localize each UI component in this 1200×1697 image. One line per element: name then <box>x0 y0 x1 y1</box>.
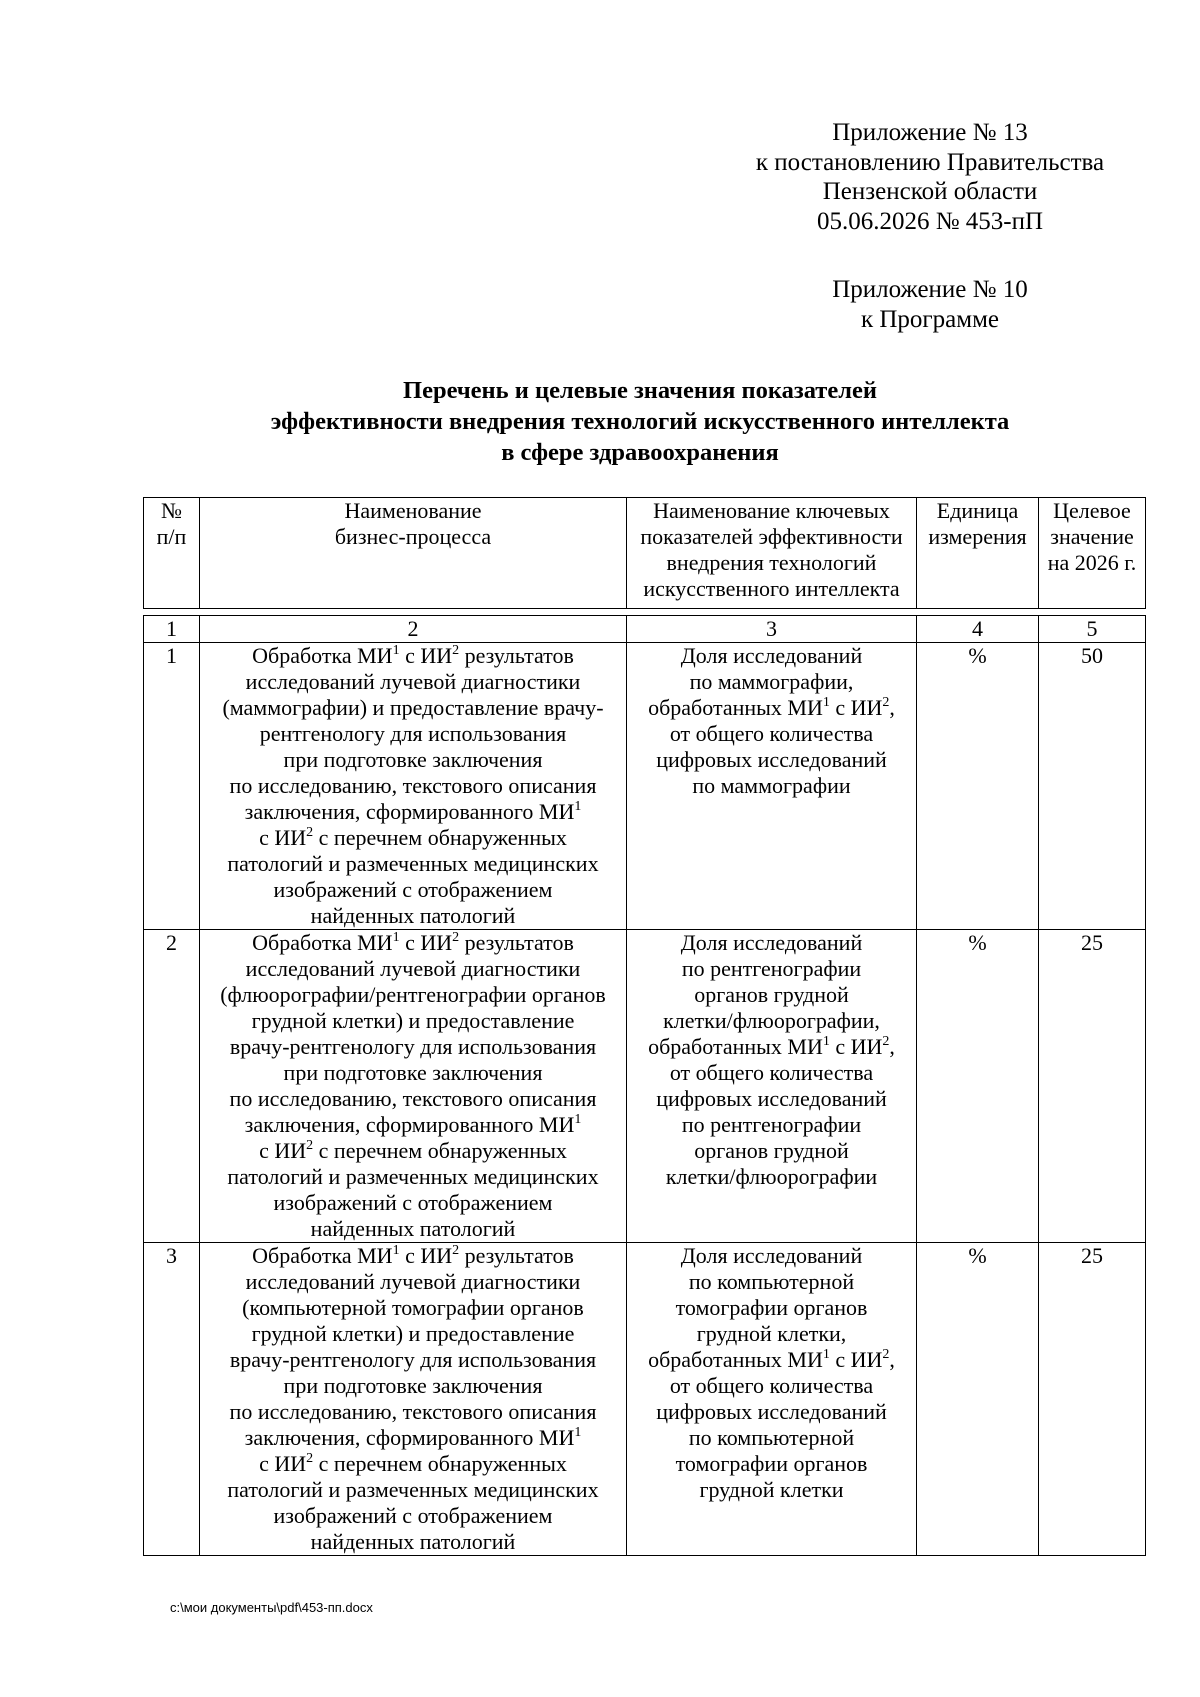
indicator-name-line: по рентгенографии <box>681 1112 862 1137</box>
table-row <box>144 930 1146 1243</box>
gap-cell <box>200 609 627 616</box>
process-name-line: заключения, сформированного $МИ^1$ <box>244 799 582 824</box>
indicator-name-line: клетки/флюорографии, <box>663 1008 880 1033</box>
header-process <box>200 498 627 609</box>
indicator-name-line: Доля исследований <box>680 643 863 668</box>
header-indicator-line: показателей эффективности <box>640 524 903 549</box>
process-name-line: врачу-рентгенологу для использования <box>229 1034 597 1059</box>
footnote-marker: 2 <box>306 1451 314 1466</box>
file-path-footer: c:\мои документы\pdf\453-пп.docx <box>170 1600 373 1615</box>
process-name-line: изображений с отображением <box>273 1503 553 1528</box>
indicator-name-line: томографии органов <box>675 1451 868 1476</box>
gap-cell <box>917 609 1039 616</box>
footnote-marker: 2 <box>452 643 460 658</box>
indicator-name-line: по маммографии <box>692 773 851 798</box>
process-name-line: при подготовке заключения <box>283 1373 543 1398</box>
unit-of-measure-line: % <box>968 1243 987 1268</box>
indicator-name <box>627 643 917 930</box>
footnote-marker: 1 <box>822 695 830 710</box>
header-indicator-line: внедрения технологий <box>666 550 877 575</box>
unit-of-measure <box>917 930 1039 1243</box>
header-unit-line: измерения <box>928 524 1027 549</box>
indicators-table-body <box>144 498 1146 1556</box>
indicator-name-line: цифровых исследований <box>656 1399 887 1424</box>
process-name-line: при подготовке заключения <box>283 747 543 772</box>
document-title <box>200 375 1080 468</box>
indicator-name <box>627 1243 917 1556</box>
header-target-line: Целевое <box>1053 498 1131 523</box>
indicator-name-line: обработанных $МИ^1$ с $ИИ^2$, <box>648 1347 895 1372</box>
indicator-name-line: обработанных $МИ^1$ с $ИИ^2$, <box>648 695 895 720</box>
target-value-line: 50 <box>1081 643 1103 668</box>
table-row <box>144 643 1146 930</box>
indicator-name-line: Доля исследований <box>680 930 863 955</box>
process-name-line: заключения, сформированного $МИ^1$ <box>244 1112 582 1137</box>
process-name-line: врачу-рентгенологу для использования <box>229 1347 597 1372</box>
footnote-marker: 1 <box>822 1347 830 1362</box>
header-process-line: Наименование <box>344 498 482 523</box>
target-value <box>1039 930 1146 1243</box>
process-name-line: по исследованию, текстового описания <box>229 1399 597 1424</box>
indicator-name-line: органов грудной <box>694 1138 849 1163</box>
process-name <box>200 643 627 930</box>
title-line: Перечень и целевые значения показателей <box>403 377 877 404</box>
program-annex-stamp <box>690 275 1170 334</box>
process-name-line: патологий и размеченных медицинских <box>227 1164 599 1189</box>
process-name-line: по исследованию, текстового описания <box>229 773 597 798</box>
process-name-line: найденных патологий <box>310 1529 516 1554</box>
process-name <box>200 1243 627 1556</box>
unit-of-measure-line: % <box>968 930 987 955</box>
footnote-marker: 1 <box>822 1034 830 1049</box>
process-name-line: с $ИИ^2$ с перечнем обнаруженных <box>259 1138 567 1163</box>
unit-of-measure <box>917 643 1039 930</box>
process-name-line: грудной клетки) и предоставление <box>251 1008 575 1033</box>
indicator-name-line: по компьютерной <box>688 1269 855 1294</box>
header-target <box>1039 498 1146 609</box>
approval-region: Пензенской области <box>822 178 1038 205</box>
gap-cell <box>144 609 200 616</box>
table-header-row <box>144 498 1146 609</box>
indicator-name-line: обработанных $МИ^1$ с $ИИ^2$, <box>648 1034 895 1059</box>
process-name-line: заключения, сформированного $МИ^1$ <box>244 1425 582 1450</box>
process-name-line: изображений с отображением <box>273 1190 553 1215</box>
unit-of-measure-line: % <box>968 643 987 668</box>
table-header-gap <box>144 609 1146 616</box>
indicator-name-line: от общего количества <box>669 721 874 746</box>
footnote-marker: 1 <box>392 643 400 658</box>
indicator-name-line: по компьютерной <box>688 1425 855 1450</box>
process-name-line: найденных патологий <box>310 1216 516 1241</box>
indicator-name-line: по рентгенографии <box>681 956 862 981</box>
target-value-line: 25 <box>1081 930 1103 955</box>
footnote-marker: 2 <box>882 695 890 710</box>
process-name-line: патологий и размеченных медицинских <box>227 1477 599 1502</box>
target-value-line: 25 <box>1081 1243 1103 1268</box>
indicator-name-line: грудной клетки <box>699 1477 844 1502</box>
process-name-line: исследований лучевой диагностики <box>245 669 581 694</box>
indicator-name-line: от общего количества <box>669 1373 874 1398</box>
footnote-marker: 1 <box>392 1243 400 1258</box>
target-value <box>1039 643 1146 930</box>
footnote-marker: 2 <box>306 1138 314 1153</box>
program-annex-number: Приложение № 10 <box>832 276 1028 303</box>
header-num <box>144 498 200 609</box>
approval-resolution-ref: к постановлению Правительства <box>755 148 1105 176</box>
row-number <box>144 1243 200 1556</box>
gap-cell <box>627 609 917 616</box>
process-name-line: Обработка $МИ^1$ с $ИИ^2$ результатов <box>252 643 574 668</box>
gap-cell <box>1039 609 1146 616</box>
process-name-line: по исследованию, текстового описания <box>229 1086 597 1111</box>
header-indicator-line: Наименование ключевых <box>653 498 890 523</box>
footnote-marker: 1 <box>574 799 582 814</box>
approval-stamp <box>690 118 1170 236</box>
process-name-line: с $ИИ^2$ с перечнем обнаруженных <box>259 1451 567 1476</box>
unit-of-measure <box>917 1243 1039 1556</box>
indicator-name-line: грудной клетки, <box>696 1321 847 1346</box>
indicator-name-line: по маммографии, <box>689 669 854 694</box>
indicator-name-line: Доля исследований <box>680 1243 863 1268</box>
column-number: 3 <box>627 616 917 643</box>
process-name-line: с $ИИ^2$ с перечнем обнаруженных <box>259 825 567 850</box>
process-name <box>200 930 627 1243</box>
header-unit <box>917 498 1039 609</box>
header-unit-line: Единица <box>936 498 1019 523</box>
footnote-marker: 1 <box>392 930 400 945</box>
process-name-line: рентгенологу для использования <box>259 721 567 746</box>
column-number: 1 <box>144 616 200 643</box>
process-name-line: найденных патологий <box>310 903 516 928</box>
process-name-line: Обработка $МИ^1$ с $ИИ^2$ результатов <box>252 930 574 955</box>
process-name-line: (маммографии) и предоставление врачу- <box>222 695 604 720</box>
header-process-line: бизнес-процесса <box>334 524 492 549</box>
process-name-line: Обработка $МИ^1$ с $ИИ^2$ результатов <box>252 1243 574 1268</box>
program-annex-ref: к Программе <box>860 305 1000 333</box>
indicator-name-line: томографии органов <box>675 1295 868 1320</box>
process-name-line: изображений с отображением <box>273 877 553 902</box>
footnote-marker: 2 <box>882 1034 890 1049</box>
footnote-marker: 2 <box>452 930 460 945</box>
process-name-line: грудной клетки) и предоставление <box>251 1321 575 1346</box>
indicator-name-line: клетки/флюорографии <box>665 1164 878 1189</box>
row-number-line: 1 <box>166 643 177 668</box>
column-number-row <box>144 616 1146 643</box>
footnote-marker: 2 <box>306 825 314 840</box>
column-number: 2 <box>200 616 627 643</box>
header-target-line: значение <box>1050 524 1134 549</box>
row-number-line: 2 <box>166 930 177 955</box>
indicator-name <box>627 930 917 1243</box>
indicator-name-line: цифровых исследований <box>656 1086 887 1111</box>
indicator-name-line: цифровых исследований <box>656 747 887 772</box>
process-name-line: (флюорографии/рентгенографии органов <box>220 982 606 1007</box>
indicators-table <box>143 497 1146 1556</box>
title-line: эффективности внедрения технологий искусственного интеллекта <box>270 408 1010 435</box>
process-name-line: исследований лучевой диагностики <box>245 1269 581 1294</box>
target-value <box>1039 1243 1146 1556</box>
process-name-line: (компьютерной томографии органов <box>242 1295 584 1320</box>
row-number <box>144 643 200 930</box>
column-number: 4 <box>917 616 1039 643</box>
process-name-line: патологий и размеченных медицинских <box>227 851 599 876</box>
process-name-line: исследований лучевой диагностики <box>245 956 581 981</box>
footnote-marker: 1 <box>574 1425 582 1440</box>
title-line: в сфере здравоохранения <box>501 439 779 466</box>
column-number: 5 <box>1039 616 1146 643</box>
process-name-line: при подготовке заключения <box>283 1060 543 1085</box>
footnote-marker: 2 <box>452 1243 460 1258</box>
header-indicator-line: искусственного интеллекта <box>643 576 900 601</box>
row-number <box>144 930 200 1243</box>
row-number-line: 3 <box>166 1243 177 1268</box>
header-num-line: № <box>161 498 182 523</box>
header-num-line: п/п <box>156 524 187 549</box>
indicator-name-line: от общего количества <box>669 1060 874 1085</box>
approval-annex-number: Приложение № 13 <box>832 119 1028 146</box>
indicator-name-line: органов грудной <box>694 982 849 1007</box>
footnote-marker: 2 <box>882 1347 890 1362</box>
table-row <box>144 1243 1146 1556</box>
footnote-marker: 1 <box>574 1112 582 1127</box>
approval-date-number: 05.06.2026 № 453-пП <box>816 207 1044 235</box>
header-target-line: на 2026 г. <box>1047 550 1137 575</box>
header-indicator <box>627 498 917 609</box>
